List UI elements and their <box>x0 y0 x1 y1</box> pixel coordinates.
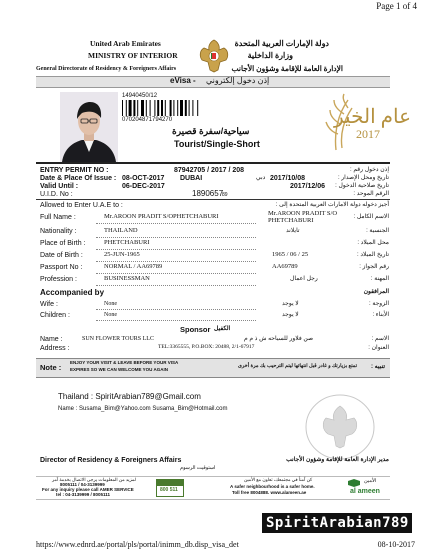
permit-top-rule <box>36 162 390 164</box>
place-of-birth-label: Place of Birth : <box>40 240 86 247</box>
profession-rule <box>96 285 256 286</box>
barcode-bar <box>165 100 166 116</box>
uid-value: 1890657 <box>192 189 224 198</box>
logo-year: 2017 <box>356 127 380 141</box>
passport-ar: رقم الجواز : <box>359 264 389 270</box>
amer-line2: tel : 04-3139999 / 8005111 <box>56 492 111 497</box>
barcode-bar <box>185 100 187 116</box>
barcode-bar <box>192 100 193 116</box>
amer-logo-band <box>157 480 183 486</box>
watermark-text: SpiritArabian789 <box>266 515 409 531</box>
wife-rule <box>96 309 256 310</box>
allowed-enter-label: Allowed to Enter U.A.E to : <box>40 202 123 209</box>
full-name-ar: الاسم الكامل : <box>353 214 389 220</box>
alameen-line1: A safer neighbourhood is a safer home. <box>230 484 315 489</box>
passport-rule <box>96 273 256 274</box>
uid-label: U.I.D. No : <box>40 191 73 198</box>
note-label: Note : <box>40 363 62 372</box>
place-of-birth-value: PHETCHABURI <box>104 239 150 246</box>
date-issue-ar: تاريخ ومحل الإصدار : <box>337 175 389 181</box>
director-ar: مدير الإدارة العامة للإقامة وشؤون الأجانب <box>286 457 389 463</box>
header-ministry-ar: وزارة الداخلية <box>247 51 293 60</box>
valid-until-label: Valid Until : <box>40 183 79 190</box>
profession-ar-value: رجل اعمال <box>290 276 318 282</box>
wife-label: Wife : <box>40 301 58 308</box>
print-date: 08-10-2017 <box>377 540 415 549</box>
amer-line1: For any inquiry please call AMER SERVICE <box>42 487 134 492</box>
date-issue-label: Date & Place Of Issue : <box>40 175 117 182</box>
date-of-birth-value: 25-JUN-1965 <box>104 251 140 258</box>
date-issue-value: 08-OCT-2017 <box>122 175 165 182</box>
note-label-ar: تنبيه : <box>371 364 385 370</box>
barcode-bar <box>170 100 172 116</box>
barcode-bar <box>146 100 147 116</box>
uid-ar: الرقم الموحد : <box>353 191 389 197</box>
barcode-bar <box>150 100 151 116</box>
profession-value: BUSINESSMAN <box>104 275 150 282</box>
visa-type-ar: سياحية/سفرة قصيرة <box>172 126 250 136</box>
nationality-ar-value: تايلاند <box>286 228 300 234</box>
date-issue-ar-value: 2017/10/08 <box>270 175 306 182</box>
official-stamp-icon <box>300 390 380 464</box>
print-url: https://www.ednrd.ae/portal/pls/portal/inimm_db.disp_visa_det <box>36 540 239 549</box>
permit-divider <box>36 199 390 200</box>
profession-ar: المهنة : <box>370 276 389 282</box>
director-en: Director of Residency & Foreigners Affairs <box>40 457 182 464</box>
page-number-label: Page 1 of 4 <box>376 1 417 11</box>
wife-ar-value: لا يوجد <box>282 301 299 307</box>
barcode-bar <box>197 100 198 116</box>
alameen-logo-en: al ameen <box>350 488 380 495</box>
sponsor-name-ar-value: صن فلاور للسياحه ش ذ م م <box>244 336 314 342</box>
children-ar: الأبناء : <box>372 312 389 318</box>
entry-permit-value: 87942705 / 2017 / 208 <box>174 167 245 174</box>
place-issue-value: DUBAI <box>180 175 203 182</box>
children-rule <box>96 320 256 321</box>
note-text-line2: EXPIRES SO WE CAN WELCOME YOU AGAIN <box>70 367 169 372</box>
barcode-bar <box>180 100 183 116</box>
allowed-enter-ar: أجيز دخوله دولة الامارات العربية المتحدة إلى : <box>275 202 389 208</box>
barcode-bar <box>122 100 123 116</box>
barcode-bar <box>173 100 174 116</box>
valid-until-ar: تاريخ صلاحية الدخول : <box>335 183 389 189</box>
barcode-bar <box>126 100 127 116</box>
logo-ar-script: عام الخير <box>334 106 412 128</box>
contact-thailand-line: Thailand : SpiritArabian789@Gmail.com <box>58 392 201 401</box>
accompanied-label: Accompanied by <box>40 288 105 297</box>
header-department-en: General Directorate of Residency & Foreigners Affairs <box>36 66 177 72</box>
amer-ar-line: لمزيد من المعلومات يرجى الاتصال بخدمة آمر <box>52 477 136 482</box>
header-country-ar: دولة الإمارات العربية المتحدة <box>234 39 329 48</box>
barcode-bar <box>154 100 155 116</box>
valid-until-value: 06-DEC-2017 <box>122 183 165 190</box>
entry-permit-label: ENTRY PERMIT NO : <box>40 167 109 174</box>
alameen-line2: Toll free 8004888. www.alameen.ae <box>232 490 307 495</box>
date-of-birth-ar-value: 1965 / 06 / 25 <box>272 251 309 258</box>
visa-type-en: Tourist/Single-Short <box>174 139 260 149</box>
note-text-line1: ENJOY YOUR VISIT & LEAVE BEFORE YOUR VISA <box>70 360 179 365</box>
nationality-ar: الجنسية : <box>366 228 389 234</box>
evisa-label: eVisa - <box>170 76 196 85</box>
uae-emblem-icon <box>196 36 232 74</box>
header-department-ar: الإدارة العامة للإقامة وشؤون الأجانب <box>231 64 343 73</box>
barcode-bar <box>161 100 163 116</box>
evisa-label-ar: إذن دخول إلكتروني <box>206 76 270 85</box>
passport-label: Passport No : <box>40 264 83 271</box>
valid-until-ar-value: 2017/12/06 <box>290 183 326 190</box>
nationality-rule <box>96 237 256 238</box>
barcode-number-bottom: 070204871794270 <box>122 117 173 123</box>
nationality-label: Nationality : <box>40 228 77 235</box>
full-name-rule <box>96 223 256 224</box>
profession-label: Profession : <box>40 276 77 283</box>
barcode-bar <box>189 100 190 116</box>
sponsor-name-value: SUN FLOWER TOURS LLC <box>82 336 154 342</box>
header-ministry-en: MINISTRY OF INTERIOR <box>88 51 178 60</box>
sponsor-name-ar: الاسم : <box>371 336 389 342</box>
uid-suffix: 89 <box>222 192 228 198</box>
wife-value: None <box>104 301 117 307</box>
date-of-birth-label: Date of Birth : <box>40 252 83 259</box>
sponsor-address-value: TEL:3365555, P.O.BOX: 20488, 2/1-67917 <box>158 344 255 350</box>
alameen-logo <box>348 478 386 496</box>
passport-value: NORMAL / AA69789 <box>104 263 163 270</box>
sponsor-address-ar: العنوان : <box>368 345 389 351</box>
amer-badge: 800 511 <box>160 487 178 493</box>
wife-ar: الزوجة : <box>369 301 389 307</box>
applicant-photo <box>60 92 118 162</box>
header-country-en: United Arab Emirates <box>90 39 161 48</box>
full-name-value: Mr.AROON PRADIT S/OPHETCHABURI <box>104 213 219 220</box>
amer-number: 8005111 / 04-3139999 <box>60 482 105 487</box>
sponsor-title-ar: الكفيل <box>214 326 231 332</box>
barcode-bar <box>157 100 159 116</box>
barcode-icon <box>122 100 214 116</box>
alameen-logo-ar: الأمين <box>364 478 377 484</box>
children-label: Children : <box>40 312 70 319</box>
date-of-birth-ar: تاريخ الميلاد : <box>357 252 389 258</box>
contact-name-line: Name : Susama_Bim@Yahoo.com Susama_Bim@Hotmail.com <box>58 406 228 412</box>
place-of-birth-rule <box>96 249 256 250</box>
place-issue-ar-value: دبي <box>256 175 266 181</box>
fees-ar-note: استوقيت الرسوم <box>180 465 216 471</box>
passport-ar-value: AA69789 <box>272 263 298 270</box>
barcode-bar <box>129 100 132 116</box>
accompanied-ar: المرافقون <box>363 289 389 295</box>
date-of-birth-rule <box>96 261 256 262</box>
nationality-value: THAILAND <box>104 227 138 234</box>
barcode-bar <box>177 100 178 116</box>
sponsor-title: Sponsor <box>180 325 211 334</box>
place-of-birth-ar: محل الميلاد : <box>357 240 389 246</box>
note-ar-text: تمتع بزيارتك و غادر قبل انتهائها ليتم الترحيب بك مرة أخرى <box>237 363 357 369</box>
full-name-ar-value: Mr.AROON PRADIT S/O PHETCHABURI <box>268 210 338 225</box>
sponsor-name-label: Name : <box>40 336 63 343</box>
alameen-ar-line: كن آمناً في مجتمعك، تعاون مع الأمين <box>244 477 313 482</box>
children-ar-value: لا يوجد <box>282 312 299 318</box>
barcode-number-top: 14940450/12 <box>122 93 158 99</box>
full-name-label: Full Name : <box>40 214 76 221</box>
barcode-bar <box>133 100 135 116</box>
sponsor-address-label: Address : <box>40 345 70 352</box>
entry-permit-ar: إذن دخول رقم : <box>349 167 389 173</box>
barcode-bar <box>137 100 138 116</box>
children-value: None <box>104 312 117 318</box>
barcode-bar <box>141 100 144 116</box>
